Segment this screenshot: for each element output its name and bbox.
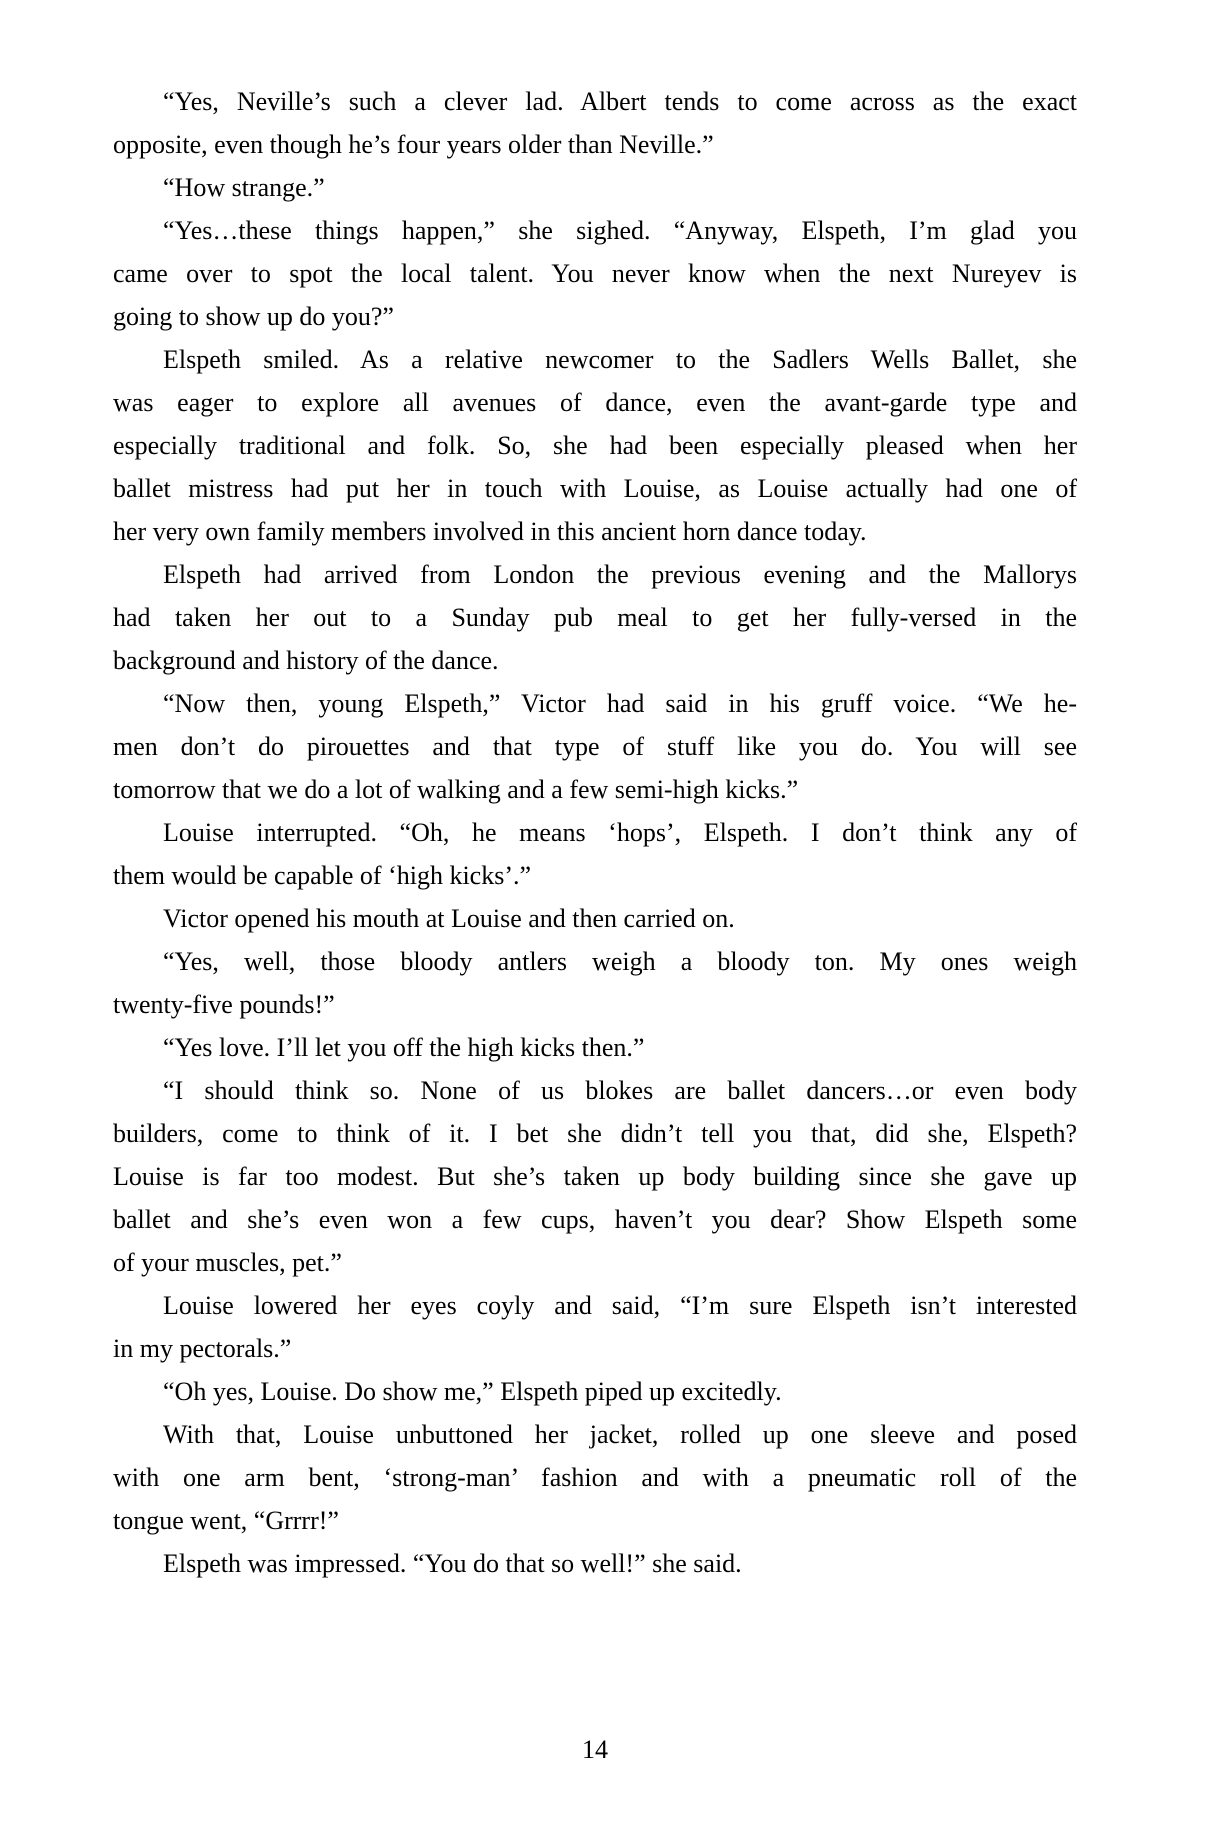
text-line: Louise is far too modest. But she’s taken up body building since she gave up [113,1162,1077,1191]
text-line: “I should think so. None of us blokes are ballet dancers…or even body [163,1076,1077,1105]
text-line: background and history of the dance. [113,646,499,675]
text-line: had taken her out to a Sunday pub meal to get her fully-versed in the [113,603,1077,632]
text-line: “Oh yes, Louise. Do show me,” Elspeth piped up excitedly. [163,1377,782,1406]
text-line: With that, Louise unbuttoned her jacket, rolled up one sleeve and posed [163,1420,1077,1449]
text-line: her very own family members involved in this ancient horn dance today. [113,517,867,546]
text-line: “How strange.” [163,173,325,202]
text-line: Louise interrupted. “Oh, he means ‘hops’, Elspeth. I don’t think any of [163,818,1077,847]
text-line: “Yes, Neville’s such a clever lad. Albert tends to come across as the exact [163,87,1077,116]
text-line: of your muscles, pet.” [113,1248,342,1277]
text-line: “Yes, well, those bloody antlers weigh a bloody ton. My ones weigh [163,947,1077,976]
page-number: 14 [582,1735,608,1764]
text-line: Elspeth had arrived from London the previous evening and the Mallorys [163,560,1077,589]
text-line: tongue went, “Grrrr!” [113,1506,339,1535]
text-line: twenty-five pounds!” [113,990,335,1019]
text-line: men don’t do pirouettes and that type of stuff like you do. You will see [113,732,1077,761]
text-line: them would be capable of ‘high kicks’.” [113,861,532,890]
text-line: “Yes…these things happen,” she sighed. “Anyway, Elspeth, I’m glad you [163,216,1077,245]
text-block [113,80,1077,1585]
text-line: in my pectorals.” [113,1334,292,1363]
text-line: “Now then, young Elspeth,” Victor had said in his gruff voice. “We he- [163,689,1077,718]
text-line: Elspeth was impressed. “You do that so well!” she said. [163,1549,742,1578]
text-line: was eager to explore all avenues of dance, even the avant-garde type and [113,388,1077,417]
text-line: Louise lowered her eyes coyly and said, “I’m sure Elspeth isn’t interested [163,1291,1077,1320]
text-line: Victor opened his mouth at Louise and then carried on. [163,904,735,933]
text-line: opposite, even though he’s four years older than Neville.” [113,130,714,159]
text-line: Elspeth smiled. As a relative newcomer to the Sadlers Wells Ballet, she [163,345,1077,374]
text-line: ballet mistress had put her in touch with Louise, as Louise actually had one of [113,474,1077,503]
text-line: going to show up do you?” [113,302,394,331]
text-line: with one arm bent, ‘strong-man’ fashion and with a pneumatic roll of the [113,1463,1077,1492]
text-line: especially traditional and folk. So, she had been especially pleased when her [113,431,1077,460]
text-line: ballet and she’s even won a few cups, haven’t you dear? Show Elspeth some [113,1205,1077,1234]
text-line: builders, come to think of it. I bet she didn’t tell you that, did she, Elspeth? [113,1119,1077,1148]
text-line: came over to spot the local talent. You never know when the next Nureyev is [113,259,1077,288]
text-line: tomorrow that we do a lot of walking and a few semi-high kicks.” [113,775,799,804]
text-line: “Yes love. I’ll let you off the high kicks then.” [163,1033,645,1062]
